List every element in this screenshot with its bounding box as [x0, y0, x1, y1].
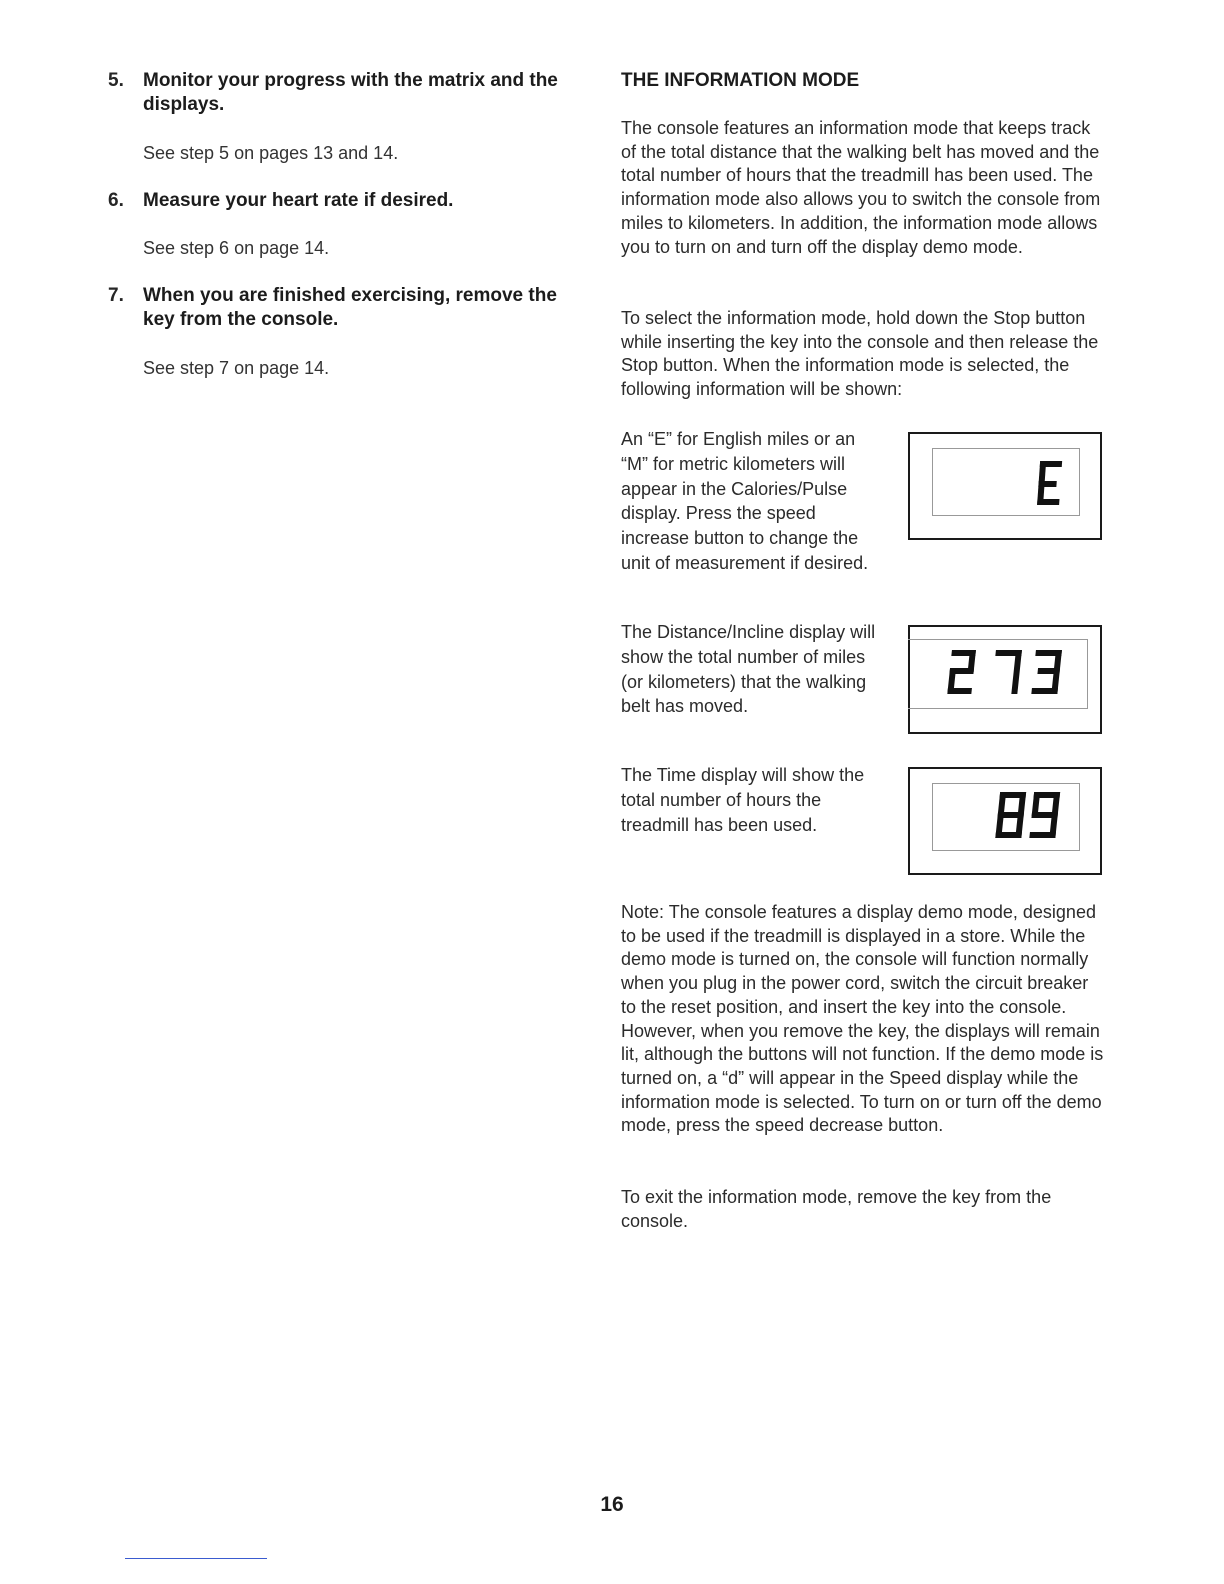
step-description: See step 5 on pages 13 and 14. [143, 143, 399, 163]
step-title: Measure your heart rate if desired. [143, 190, 454, 211]
display-screen [932, 448, 1080, 516]
section-heading: THE INFORMATION MODE [621, 70, 860, 91]
footer-rule [125, 1558, 267, 1559]
page-number: 16 [600, 1493, 624, 1516]
select-paragraph: To select the information mode, hold down the Stop button while inserting the key into the console and then release the Stop button. When the information mode is selected, the following information will be shown: [621, 308, 1099, 400]
units-paragraph: An “E” for English miles or an “M” for metric kilometers will appear in the Calories/Pulse display. Press the speed increase button to change the unit of measurement if desired. [621, 429, 869, 573]
display-screen [932, 783, 1080, 851]
time-display [908, 767, 1102, 875]
step-description: See step 7 on page 14. [143, 358, 330, 378]
distance-digits-graphic [919, 640, 1079, 708]
display-screen [908, 639, 1088, 709]
distance-incline-display [908, 625, 1102, 734]
time-paragraph: The Time display will show the total number of hours the treadmill has been used. [621, 765, 865, 835]
time-digits-graphic [961, 784, 1071, 850]
exit-paragraph: To exit the information mode, remove the key from the console. [621, 1187, 1052, 1231]
units-digit-graphic [1011, 449, 1071, 515]
step-title: When you are finished exercising, remove the key from the console. [143, 285, 557, 330]
step-number: 5. [108, 70, 124, 91]
step-number: 7. [108, 285, 124, 306]
step-description: See step 6 on page 14. [143, 238, 330, 258]
step-title: Monitor your progress with the matrix and the displays. [143, 70, 558, 115]
distance-paragraph: The Distance/Incline display will show the total number of miles (or kilometers) that the walking belt has moved. [621, 622, 876, 717]
intro-paragraph: The console features an information mode that keeps track of the total distance that the walking belt has moved and the total number of hours that the treadmill has been used. The information mode also allows you to switch the console from miles to kilometers. In addition, the information mode allows you to turn on and turn off the display demo mode. [621, 118, 1101, 257]
step-number: 6. [108, 190, 124, 211]
demo-mode-note: Note: The console features a display demo mode, designed to be used if the treadmill is displayed in a store. While the demo mode is turned on, the console will function normally when you plug in the power cord, switch the circuit breaker to the reset position, and insert the key into the console. However, when you remove the key, the displays will remain lit, although the buttons will not function. If the demo mode is turned on, a “d” will appear in the Speed display while the information mode is selected. To turn on or turn off the demo mode, press the speed decrease button. [621, 902, 1104, 1136]
calories-pulse-display [908, 432, 1102, 540]
